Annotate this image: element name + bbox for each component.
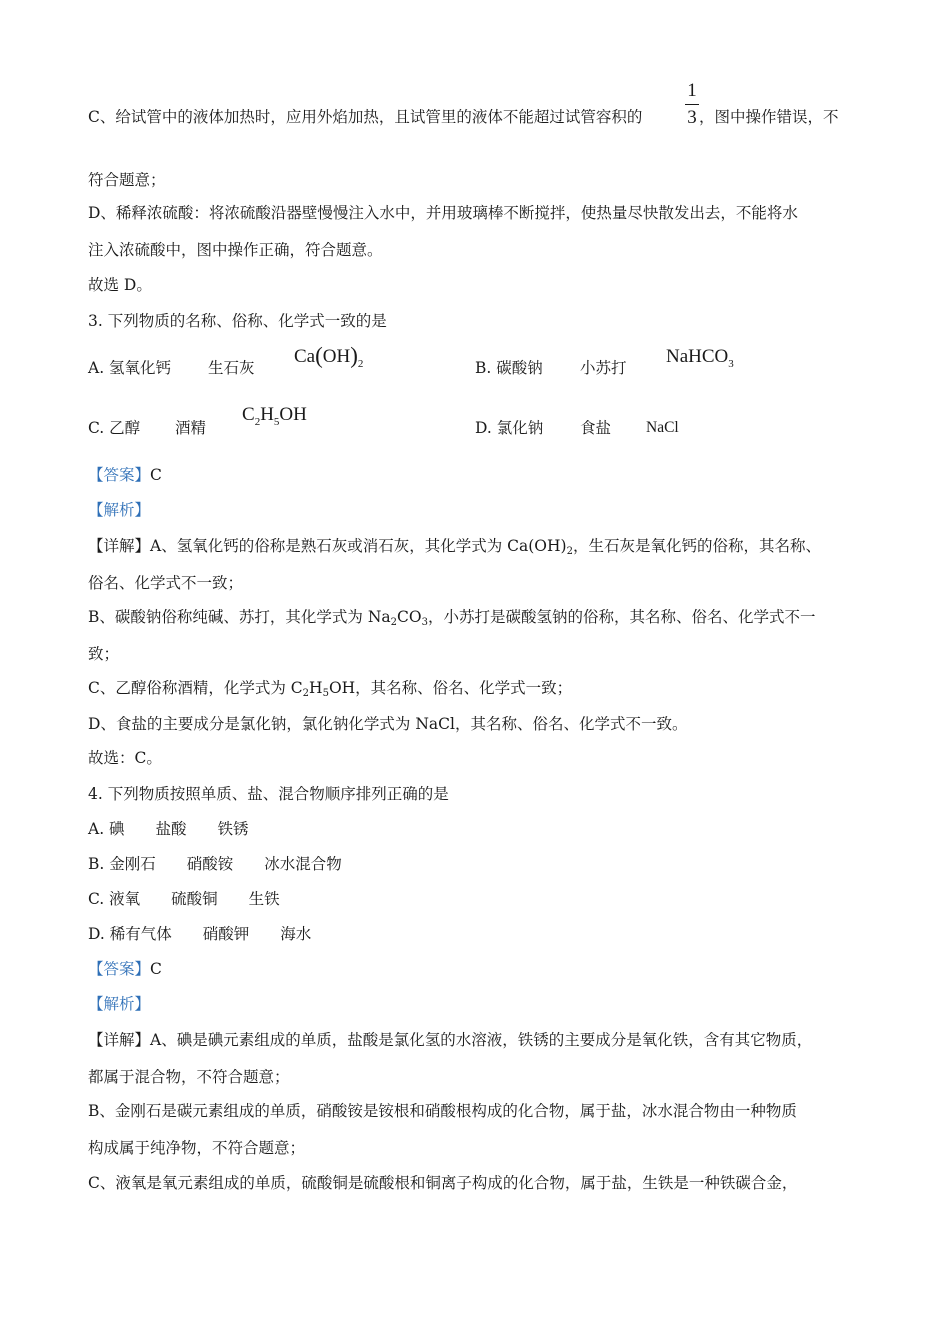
text: B、碳酸钠俗称纯碱、苏打，其化学式为 Na — [88, 608, 391, 626]
text-line — [88, 107, 642, 127]
answer-value: C — [150, 960, 162, 978]
formula-subscript: 3 — [728, 358, 734, 370]
text: OH，其名称、俗名、化学式一致； — [328, 679, 573, 697]
fraction-denominator: 3 — [687, 107, 697, 128]
detail-line — [88, 536, 821, 562]
subscript: 2 — [566, 546, 573, 557]
text: ，图中操作错误，不 — [699, 108, 839, 126]
fraction-one-third — [685, 80, 699, 129]
analysis-line — [88, 994, 150, 1014]
option-a-common: 生石灰 — [208, 359, 255, 377]
detail-line — [88, 1030, 812, 1050]
text-line: 故选 D。 — [88, 276, 152, 294]
formula-part: H — [260, 404, 274, 425]
option-b-formula — [666, 346, 734, 370]
text-line: 注入浓硫酸中，图中操作正确，符合题意。 — [88, 241, 383, 259]
question-4-stem: 4. 下列物质按照单质、盐、混合物顺序排列正确的是 — [88, 785, 449, 803]
option-b-label: B. 碳酸钠 — [475, 359, 543, 377]
option-d-label: D. 氯化钠 — [475, 419, 544, 437]
option-c: C. 液氧 硫酸铜 生铁 — [88, 890, 280, 908]
text-line — [88, 678, 572, 704]
option-c-formula — [242, 404, 307, 428]
text-line: 都属于混合物，不符合题意； — [88, 1068, 290, 1086]
answer-line — [88, 959, 162, 979]
option-d-formula: NaCl — [646, 419, 679, 436]
answer-line — [88, 465, 162, 485]
text: H — [309, 679, 323, 697]
subscript: 3 — [421, 617, 428, 628]
answer-tag: 【答案】 — [88, 466, 151, 484]
text-line: 俗名、化学式不一致； — [88, 574, 244, 592]
fraction-bar — [685, 104, 699, 105]
option-d: D. 稀有气体 硝酸钾 海水 — [88, 925, 312, 943]
fraction-numerator: 1 — [687, 80, 697, 101]
formula-subscript: 5 — [273, 416, 280, 428]
detail-tag: 【详解】 — [88, 1031, 151, 1049]
option-d-common: 食盐 — [580, 419, 612, 437]
analysis-line — [88, 500, 150, 520]
text-line: 构成属于纯净物，不符合题意； — [88, 1139, 306, 1157]
text: A、碘是碘元素组成的单质，盐酸是氯化氢的水溶液，铁锈的主要成分是氧化铁，含有其它物质， — [150, 1031, 813, 1049]
text-line: 致； — [88, 645, 120, 663]
text-line: 符合题意； — [88, 171, 166, 189]
text-line: C、液氧是氧元素组成的单质，硫酸铜是硫酸根和铜离子构成的化合物，属于盐，生铁是一种铁碳合金， — [88, 1174, 798, 1192]
formula-part: Ca — [294, 346, 316, 367]
option-b-common: 小苏打 — [580, 359, 627, 377]
answer-tag: 【答案】 — [88, 960, 151, 978]
formula-subscript: 2 — [254, 416, 261, 428]
option-c-common: 酒精 — [175, 419, 207, 437]
option-c-label: C. 乙醇 — [88, 419, 141, 437]
formula-paren: ) — [350, 343, 358, 368]
formula-part: NaHCO — [666, 346, 729, 367]
text: CO — [397, 608, 422, 626]
detail-tag: 【详解】 — [88, 537, 151, 555]
subscript: 2 — [390, 617, 397, 628]
text-line — [88, 607, 815, 633]
analysis-tag: 【解析】 — [88, 501, 151, 519]
formula-part: OH — [322, 346, 351, 367]
option-a: A. 碘 盐酸 铁锈 — [88, 820, 249, 838]
analysis-tag: 【解析】 — [88, 995, 151, 1013]
subscript: 5 — [322, 688, 329, 699]
answer-value: C — [150, 466, 162, 484]
option-a-label: A. 氢氧化钙 — [88, 359, 172, 377]
text-line: B、金刚石是碳元素组成的单质，硝酸铵是铵根和硝酸根构成的化合物，属于盐，冰水混合物由一种物质 — [88, 1102, 797, 1120]
text: ，小苏打是碳酸氢钠的俗称，其名称、俗名、化学式不一 — [427, 608, 816, 626]
formula-part: OH — [279, 404, 307, 425]
subscript: 2 — [302, 688, 310, 699]
text-line: D、稀释浓硫酸：将浓硫酸沿器壁慢慢注入水中，并用玻璃棒不断搅拌，使热量尽快散发出去，不能将水 — [88, 204, 798, 222]
text-line: D、食盐的主要成分是氯化钠，氯化钠化学式为 NaCl，其名称、俗名、化学式不一致。 — [88, 715, 688, 733]
question-3-stem: 3. 下列物质的名称、俗称、化学式一致的是 — [88, 312, 387, 330]
formula-part: C — [242, 404, 255, 425]
text: C、乙醇俗称酒精，化学式为 C — [88, 679, 303, 697]
formula-subscript: 2 — [357, 358, 364, 370]
formula-paren: ( — [315, 343, 323, 368]
text-line-tail — [699, 107, 839, 127]
text: A、氢氧化钙的俗称是熟石灰或消石灰，其化学式为 Ca(OH) — [150, 537, 567, 555]
option-b: B. 金刚石 硝酸铵 冰水混合物 — [88, 855, 342, 873]
text: ，生石灰是氧化钙的俗称，其名称、 — [572, 537, 821, 555]
option-a-formula — [294, 343, 363, 370]
text-line: 故选：C。 — [88, 749, 162, 767]
text: C、给试管中的液体加热时，应用外焰加热，且试管里的液体不能超过试管容积的 — [88, 108, 643, 126]
